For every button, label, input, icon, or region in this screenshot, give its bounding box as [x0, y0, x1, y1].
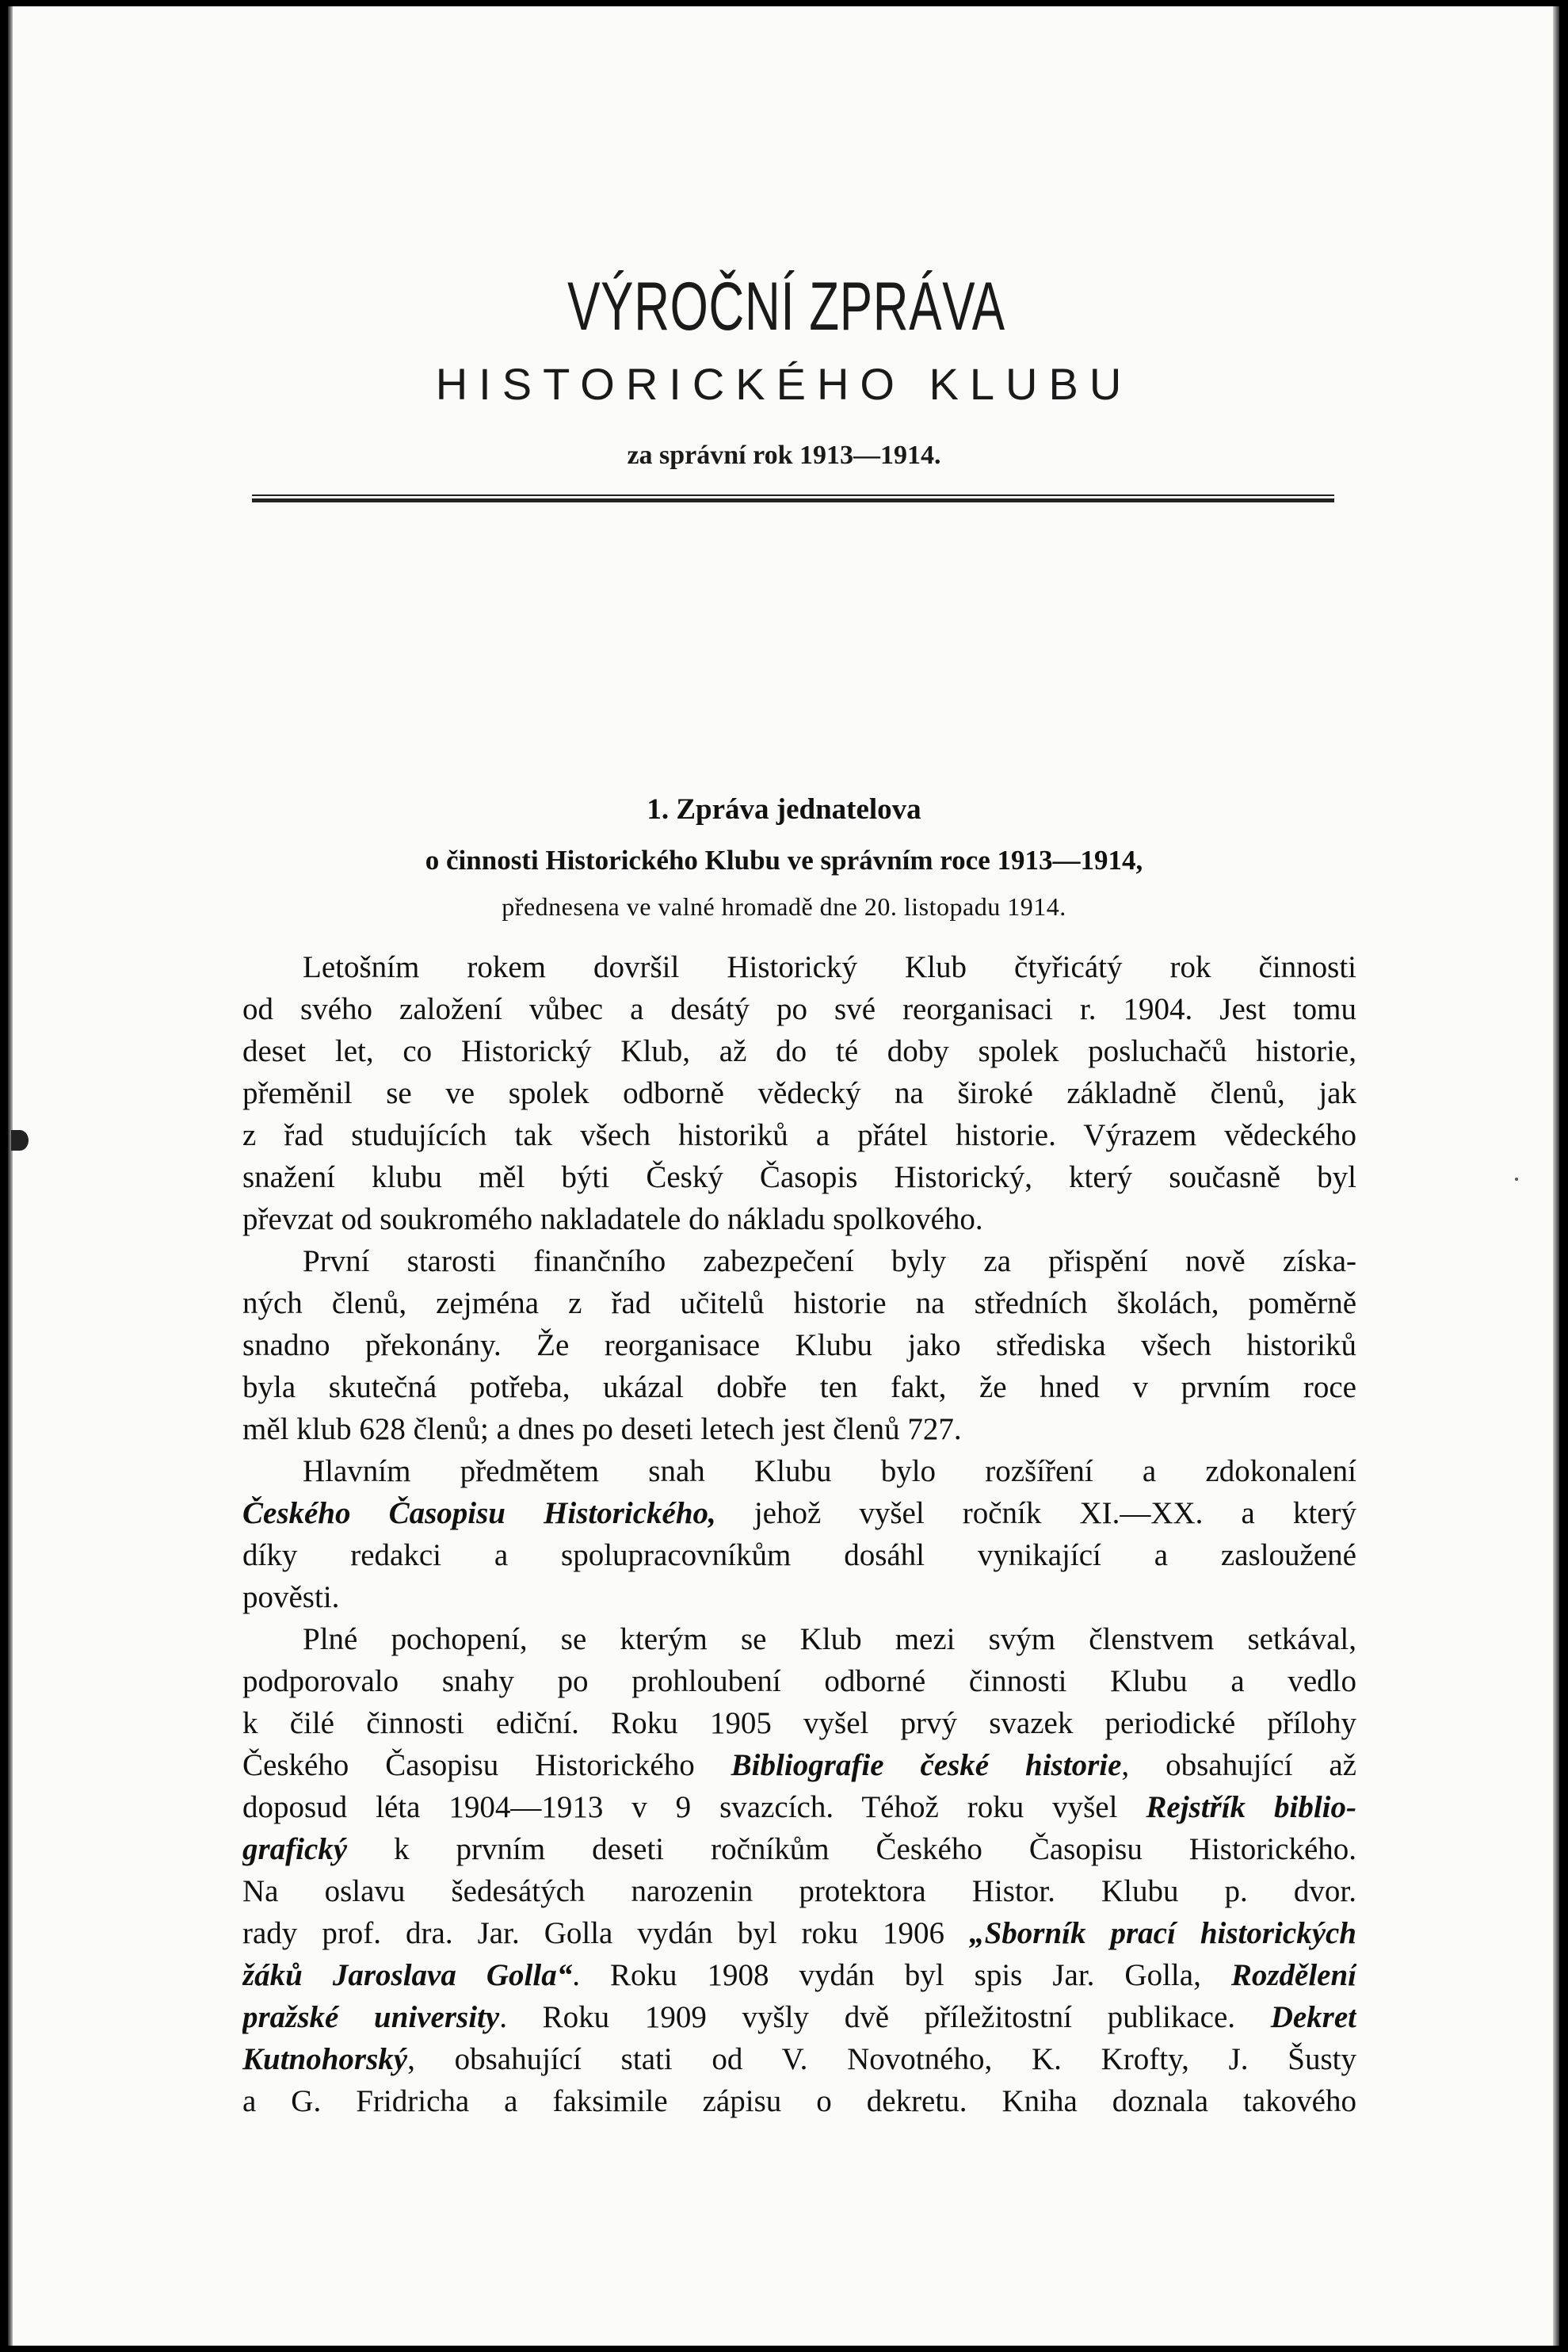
text-segment: . Roku 1908 vydán byl spis Jar. Golla, — [572, 1958, 1231, 1992]
text-line — [242, 1324, 1356, 1366]
italic-title-text: Bibliografie české historie — [731, 1748, 1122, 1782]
text-line — [242, 1912, 1356, 1954]
text-segment: a G. Fridricha a faksimile zápisu o dekretu. Kniha doznala takového — [242, 2084, 1356, 2118]
text-line — [242, 1198, 1356, 1240]
text-segment: převzat od soukromého nakladatele do nákladu spolkového. — [242, 1202, 983, 1236]
text-line — [242, 1534, 1356, 1576]
scan-speck — [1515, 1178, 1518, 1181]
text-segment: doposud léta 1904—1913 v 9 svazcích. Téhož roku vyšel — [242, 1790, 1146, 1824]
text-segment: k prvním deseti ročníkům Českého Časopisu Historického. — [347, 1832, 1356, 1866]
text-line — [242, 946, 1356, 988]
text-segment: , obsahující stati od V. Novotného, K. Krofty, J. Šusty — [407, 2042, 1356, 2076]
text-segment: měl klub 628 členů; a dnes po deseti letech jest členů 727. — [242, 1412, 962, 1446]
italic-title-text: žáků Jaroslava Golla“ — [242, 1958, 573, 1992]
report-subtitle: HISTORICKÉHO KLUBU — [435, 359, 1133, 409]
text-segment: díky redakci a spolupracovníkům dosáhl vynikající a zasloužené — [242, 1538, 1356, 1572]
body-text — [242, 946, 1356, 2122]
text-segment: Letošním rokem dovršil Historický Klub čtyřicátý rok činnosti — [303, 950, 1356, 984]
text-line — [242, 1450, 1356, 1492]
text-segment: Českého Časopisu Historického — [242, 1748, 731, 1782]
italic-title-text: Českého Časopisu Historického, — [242, 1496, 716, 1530]
text-line — [242, 1996, 1356, 2038]
text-line — [242, 1114, 1356, 1156]
text-segment: jehož vyšel ročník XI.—XX. a který — [715, 1496, 1356, 1530]
text-segment: rady prof. dra. Jar. Golla vydán byl roku 1906 — [242, 1916, 970, 1950]
text-line — [242, 1576, 1356, 1618]
italic-title-text: grafický — [242, 1832, 348, 1866]
section-note: přednesena ve valné hromadě dne 20. listopadu 1914. — [502, 892, 1066, 921]
text-segment: Hlavním předmětem snah Klubu bylo rozšíření a zdokonalení — [303, 1454, 1356, 1488]
section-heading: 1. Zpráva jednatelova — [647, 793, 921, 826]
text-line — [242, 1408, 1356, 1450]
text-line — [242, 1282, 1356, 1324]
text-line — [242, 1156, 1356, 1198]
rule-thin — [252, 494, 1334, 496]
text-line — [242, 1366, 1356, 1408]
text-line — [242, 1954, 1356, 1996]
text-segment: od svého založení vůbec a desátý po své reorganisaci r. 1904. Jest tomu — [242, 992, 1356, 1026]
text-segment: deset let, co Historický Klub, až do té doby spolek posluchačů historie, — [242, 1034, 1356, 1068]
page-edge-tab — [11, 1130, 29, 1151]
scan-edge-right — [1553, 6, 1559, 2346]
text-line — [242, 1240, 1356, 1282]
text-segment: Plné pochopení, se kterým se Klub mezi svým členstvem setkával, — [303, 1622, 1356, 1656]
text-line — [242, 1870, 1356, 1912]
text-line — [242, 1618, 1356, 1660]
text-line — [242, 1828, 1356, 1870]
text-line — [242, 2080, 1356, 2122]
text-segment: přeměnil se ve spolek odborně vědecký na široké základně členů, jak — [242, 1076, 1356, 1110]
text-line — [242, 1072, 1356, 1114]
text-segment: pověsti. — [242, 1580, 340, 1614]
italic-title-text: Dekret — [1270, 2000, 1356, 2034]
text-segment: z řad studujících tak všech historiků a přátel historie. Výrazem vědeckého — [242, 1118, 1356, 1152]
text-line — [242, 1030, 1356, 1072]
section-subheading: o činnosti Historického Klubu ve správním roce 1913—1914, — [425, 845, 1143, 876]
text-line — [242, 1660, 1356, 1702]
text-line — [242, 1702, 1356, 1744]
text-segment: snažení klubu měl býti Český Časopis Historický, který současně byl — [242, 1160, 1356, 1194]
rule-thick — [252, 498, 1334, 502]
text-line — [242, 988, 1356, 1030]
report-year: za správní rok 1913—1914. — [627, 441, 941, 470]
italic-title-text: „Sborník prací historických — [969, 1916, 1356, 1950]
text-segment: snadno překonány. Že reorganisace Klubu jako střediska všech historiků — [242, 1328, 1356, 1362]
italic-title-text: Kutnohorský — [242, 2042, 408, 2076]
scan-edge-left — [8, 6, 13, 2346]
text-line — [242, 2038, 1356, 2080]
italic-title-text: Rozdělení — [1230, 1958, 1356, 1992]
text-segment: . Roku 1909 vyšly dvě příležitostní publikace. — [499, 2000, 1271, 2034]
text-segment: ných členů, zejména z řad učitelů historie na středních školách, poměrně — [242, 1286, 1356, 1320]
report-title: VÝROČNÍ ZPRÁVA — [567, 269, 1005, 345]
text-line — [242, 1492, 1356, 1534]
text-segment: , obsahující až — [1121, 1748, 1356, 1782]
title-rule — [252, 494, 1334, 502]
italic-title-text: pražské university — [242, 2000, 500, 2034]
text-segment: k čilé činnosti ediční. Roku 1905 vyšel prvý svazek periodické přílohy — [242, 1706, 1356, 1740]
text-line — [242, 1786, 1356, 1828]
text-segment: První starosti finančního zabezpečení byly za přispění nově získa- — [303, 1244, 1356, 1278]
text-segment: Na oslavu šedesátých narozenin protektora Histor. Klubu p. dvor. — [242, 1874, 1356, 1908]
text-segment: byla skutečná potřeba, ukázal dobře ten fakt, že hned v prvním roce — [242, 1370, 1356, 1404]
italic-title-text: Rejstřík biblio- — [1146, 1790, 1356, 1824]
text-line — [242, 1744, 1356, 1786]
text-segment: podporovalo snahy po prohloubení odborné činnosti Klubu a vedlo — [242, 1664, 1356, 1698]
